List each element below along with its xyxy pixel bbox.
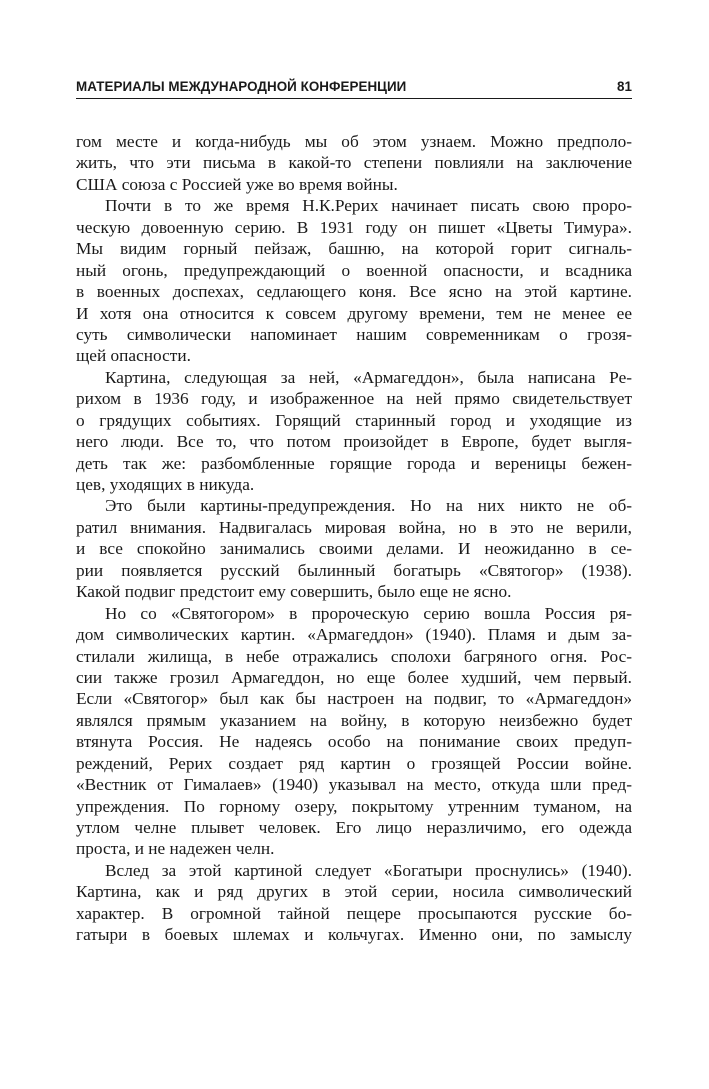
paragraph <box>76 195 632 367</box>
page <box>76 74 632 946</box>
text-line: характер. В огромной тайной пещере просыпаются русские бо- <box>76 903 632 923</box>
text-line: втянута Россия. Не надеясь особо на понимание своих предуп- <box>76 732 632 752</box>
text-line: Мы видим горный пейзаж, башню, на которой горит сигналь- <box>76 239 632 259</box>
text-line: щей опасности. <box>76 346 191 366</box>
text-line: проста, и не надежен челн. <box>76 839 275 859</box>
text-line: сии также грозил Армагеддон, но еще более худший, чем первый. <box>76 667 632 687</box>
text-line: США союза с Россией уже во время войны. <box>76 174 398 194</box>
text-line: рии появляется русский былинный богатырь «Святогор» (1938). <box>76 560 632 580</box>
text-line: Но со «Святогором» в пророческую серию вошла Россия ря- <box>105 603 632 623</box>
text-line: ческую довоенную серию. В 1931 году он пишет «Цветы Тимура». <box>76 217 632 237</box>
text-line: утлом челне плывет человек. Его лицо неразличимо, его одежда <box>76 818 632 837</box>
paragraph <box>76 603 632 860</box>
text-line: жить, что эти письма в какой-то степени повлияли на заключение <box>76 153 632 173</box>
text-line: являлся прямым указанием на войну, в которую неизбежно будет <box>76 710 632 730</box>
text-line: гатыри в боевых шлемах и кольчугах. Именно они, по замыслу <box>76 925 632 945</box>
text-line: реждений, Рерих создает ряд картин о грозящей России войне. <box>76 753 632 773</box>
text-line: цев, уходящих в никуда. <box>76 475 255 494</box>
paragraph <box>76 131 632 195</box>
text-line: в военных доспехах, седлающего коня. Все ясно на этой картине. <box>76 282 632 302</box>
running-header <box>76 74 632 99</box>
text-line: Если «Святогор» был как бы настроен на подвиг, то «Армагеддон» <box>76 689 632 709</box>
text-line: ный огонь, предупреждающий о военной опасности, и всадника <box>76 260 632 280</box>
paragraph <box>76 495 632 602</box>
text-line: И хотя она относится к совсем другому времени, тем не менее ее <box>76 303 632 323</box>
page-number: 81 <box>617 79 632 94</box>
running-header-title: МАТЕРИАЛЫ МЕЖДУНАРОДНОЙ КОНФЕРЕНЦИИ <box>76 79 407 94</box>
text-line: рихом в 1936 году, и изображенное на ней прямо свидетельствует <box>76 389 632 409</box>
text-line: «Вестник от Гималаев» (1940) указывал на место, откуда шли пред- <box>76 775 632 795</box>
text-line: Картина, как и ряд других в этой серии, носила символический <box>76 882 632 902</box>
text-line: о грядущих событиях. Горящий старинный город и уходящие из <box>76 410 632 430</box>
text-line: суть символически напоминает нашим современникам о грозя- <box>76 324 632 344</box>
text-line: гом месте и когда-нибудь мы об этом узнаем. Можно предполо- <box>76 132 632 151</box>
text-line: упреждения. По горному озеру, покрытому утренним туманом, на <box>76 796 632 816</box>
text-line: Почти в то же время Н.К.Рерих начинает писать свою проро- <box>105 196 632 216</box>
body-text <box>76 131 632 946</box>
text-line: Какой подвиг предстоит ему совершить, было еще не ясно. <box>76 582 512 602</box>
text-line: стилали жилища, в небе отражались сполохи багряного огня. Рос- <box>76 646 632 666</box>
text-line: Картина, следующая за ней, «Армагеддон», была написана Ре- <box>105 367 632 387</box>
text-line: него люди. Все то, что потом произойдет в Европе, будет выгля- <box>76 432 632 452</box>
text-line: деть так же: разбомбленные горящие города и вереницы бежен- <box>76 453 632 473</box>
text-line: Вслед за этой картиной следует «Богатыри проснулись» (1940). <box>105 860 632 880</box>
text-line: и все спокойно занимались своими делами. И неожиданно в се- <box>76 539 632 559</box>
text-line: ратил внимания. Надвигалась мировая война, но в это не верили, <box>76 517 632 537</box>
paragraph <box>76 860 632 946</box>
paragraph <box>76 367 632 496</box>
text-line: дом символических картин. «Армагеддон» (1940). Пламя и дым за- <box>76 625 632 645</box>
text-line: Это были картины-предупреждения. Но на них никто не об- <box>105 496 632 516</box>
